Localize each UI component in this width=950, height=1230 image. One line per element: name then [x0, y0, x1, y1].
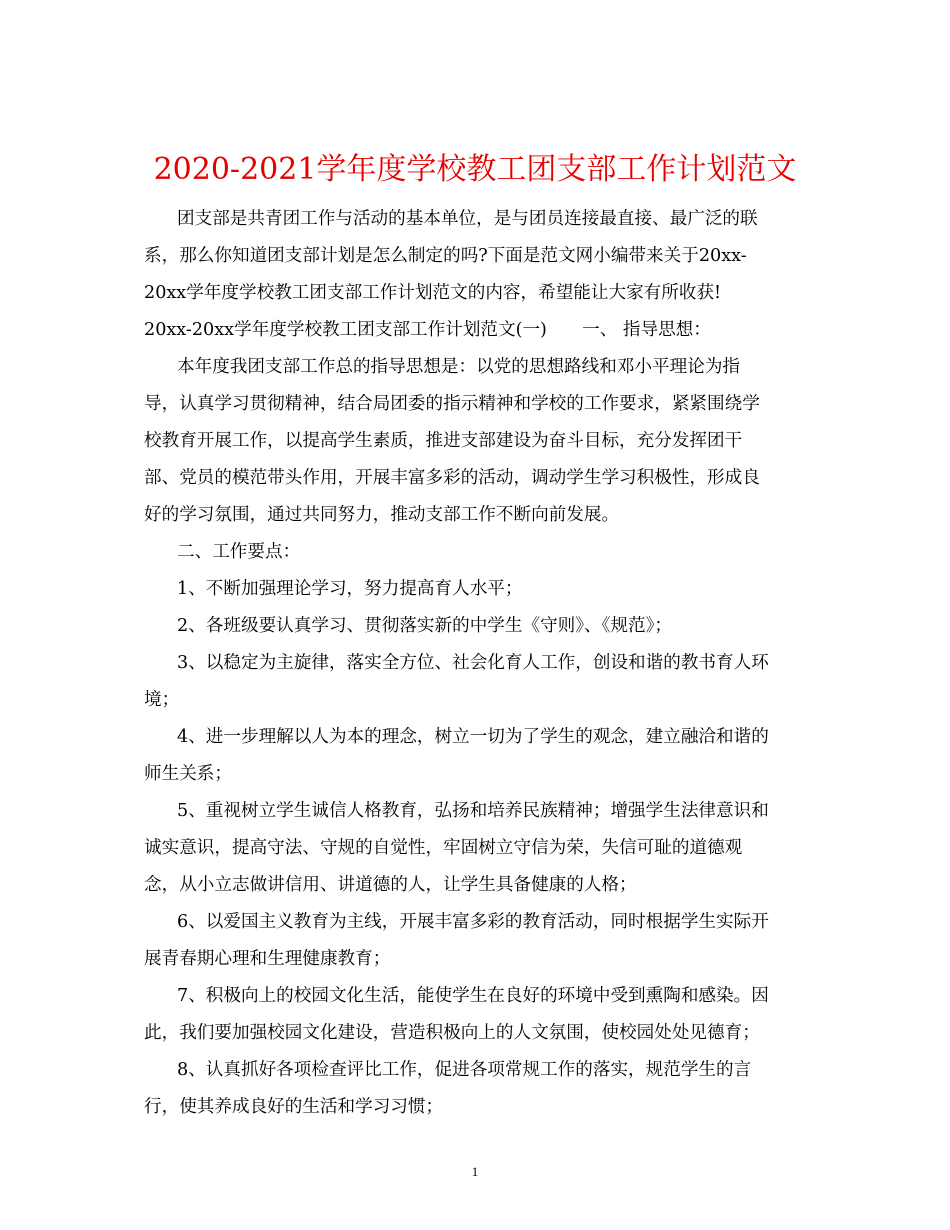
- list-item: 3、以稳定为主旋律，落实全方位、社会化育人工作，创设和谐的教书育人环: [177, 653, 769, 673]
- list-item: 7、积极向上的校园文化生活，能使学生在良好的环境中受到熏陶和感染。因: [177, 986, 769, 1006]
- list-item: 5、重视树立学生诚信人格教育，弘扬和培养民族精神；增强学生法律意识和: [177, 801, 769, 821]
- paragraph-line: 导，认真学习贯彻精神，结合局团委的指示精神和学校的工作要求，紧紧围绕学: [144, 394, 760, 414]
- section-heading: 二、工作要点：: [177, 542, 301, 562]
- list-item-continuation: 境；: [144, 690, 180, 710]
- paragraph-line: 校教育开展工作，以提高学生素质，推进支部建设为奋斗目标，充分发挥团干: [144, 431, 743, 451]
- list-item-continuation: 师生关系；: [144, 764, 232, 784]
- list-item-continuation: 此，我们要加强校园文化建设，营造积极向上的人文氛围，使校园处处见德育；: [144, 1023, 760, 1043]
- document-title: 2020-2021学年度学校教工团支部工作计划范文: [153, 152, 797, 188]
- paragraph-line: 20xx学年度学校教工团支部工作计划范文的内容，希望能让大家有所收获!: [144, 283, 722, 303]
- paragraph-line: 系，那么你知道团支部计划是怎么制定的吗?下面是范文网小编带来关于20xx-: [144, 246, 747, 266]
- list-item-continuation: 行，使其养成良好的生活和学习习惯；: [144, 1097, 444, 1117]
- list-item-continuation: 诚实意识，提高守法、守规的自觉性，牢固树立守信为荣，失信可耻的道德观: [144, 838, 743, 858]
- page-number: 1: [471, 1164, 479, 1179]
- list-item: 6、以爱国主义教育为主线，开展丰富多彩的教育活动，同时根据学生实际开: [177, 912, 769, 932]
- paragraph-line: 团支部是共青团工作与活动的基本单位，是与团员连接最直接、最广泛的联: [177, 209, 758, 229]
- list-item-continuation: 展青春期心理和生理健康教育；: [144, 949, 391, 969]
- list-item-continuation: 念，从小立志做讲信用、讲道德的人，让学生具备健康的人格；: [144, 875, 637, 895]
- paragraph-line: 部、党员的模范带头作用，开展丰富多彩的活动，调动学生学习积极性，形成良: [144, 468, 760, 488]
- list-item: 1、不断加强理论学习，努力提高育人水平；: [177, 579, 523, 599]
- paragraph-line: 好的学习氛围，通过共同努力，推动支部工作不断向前发展。: [144, 505, 620, 525]
- list-item: 2、各班级要认真学习、贯彻落实新的中学生《守则》、《规范》；: [177, 616, 673, 636]
- list-item: 8、认真抓好各项检查评比工作，促进各项常规工作的落实，规范学生的言: [177, 1060, 752, 1080]
- paragraph-line: 20xx-20xx学年度学校教工团支部工作计划范文(一) 一、 指导思想：: [144, 320, 711, 340]
- paragraph-line: 本年度我团支部工作总的指导思想是：以党的思想路线和邓小平理论为指: [177, 357, 741, 377]
- list-item: 4、进一步理解以人为本的理念，树立一切为了学生的观念，建立融洽和谐的: [177, 727, 769, 747]
